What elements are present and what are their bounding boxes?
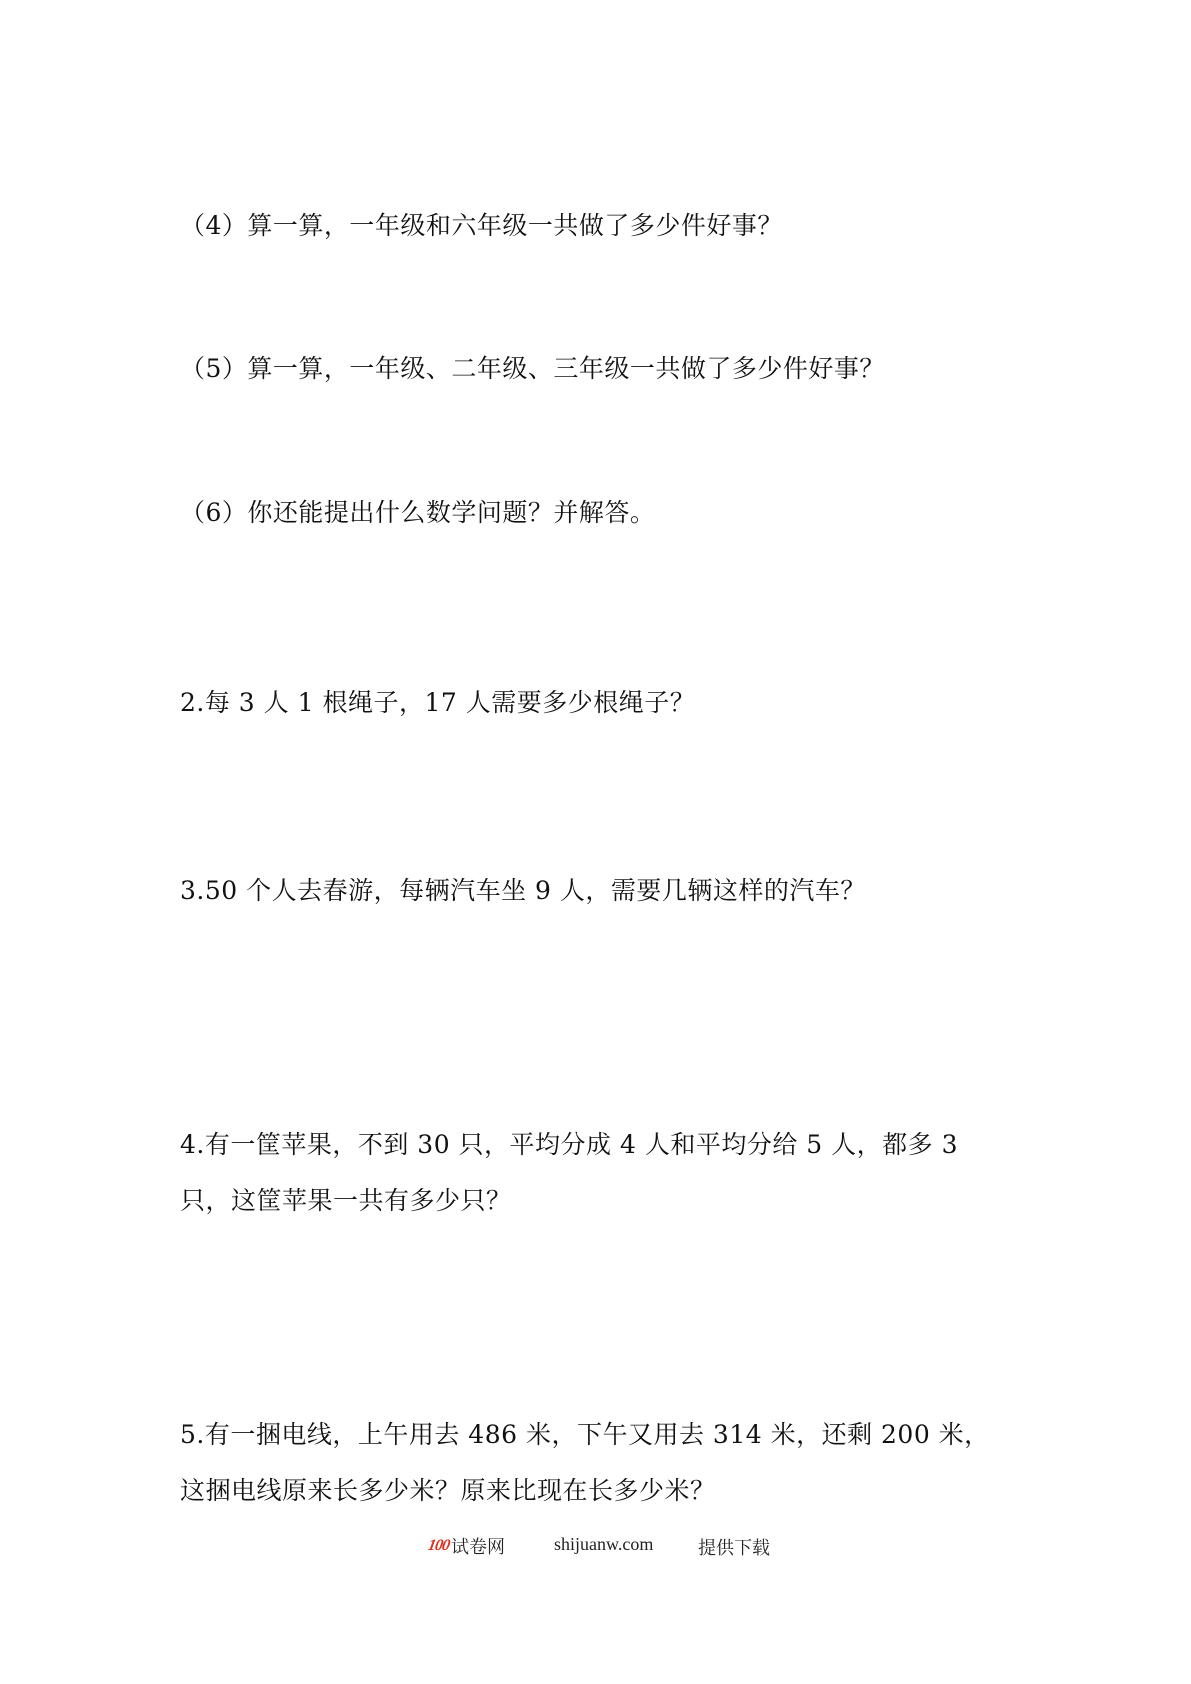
problem-4 [180,1117,1020,1229]
provide-download-text: 提供下载 [698,1538,770,1558]
site-logo [428,1533,505,1559]
problem-4-line-1: 4.有一筐苹果，不到 30 只，平均分成 4 人和平均分给 5 人，都多 3 [180,1130,959,1159]
question-5-sub: （5）算一算，一年级、二年级、三年级一共做了多少件好事？ [180,354,885,383]
problem-4-line-2: 只，这筐苹果一共有多少只？ [180,1186,512,1215]
site-url: shijuanw.com [554,1534,654,1554]
logo-text: 试卷网 [451,1537,505,1557]
question-4-sub: （4）算一算，一年级和六年级一共做了多少件好事？ [180,211,783,240]
question-6-sub: （6）你还能提出什么数学问题？并解答。 [180,498,656,527]
problem-2: 2.每 3 人 1 根绳子，17 人需要多少根绳子？ [180,688,696,717]
problem-5 [180,1407,1020,1519]
problem-5-line-2: 这捆电线原来长多少米？原来比现在长多少米？ [180,1476,716,1505]
problem-3: 3.50 个人去春游，每辆汽车坐 9 人，需要几辆这样的汽车？ [180,876,866,905]
problem-5-line-1: 5.有一捆电线，上午用去 486 米，下午又用去 314 米，还剩 200 米， [180,1420,990,1449]
logo-number: 100 [426,1537,451,1554]
page-footer [0,1531,1191,1563]
